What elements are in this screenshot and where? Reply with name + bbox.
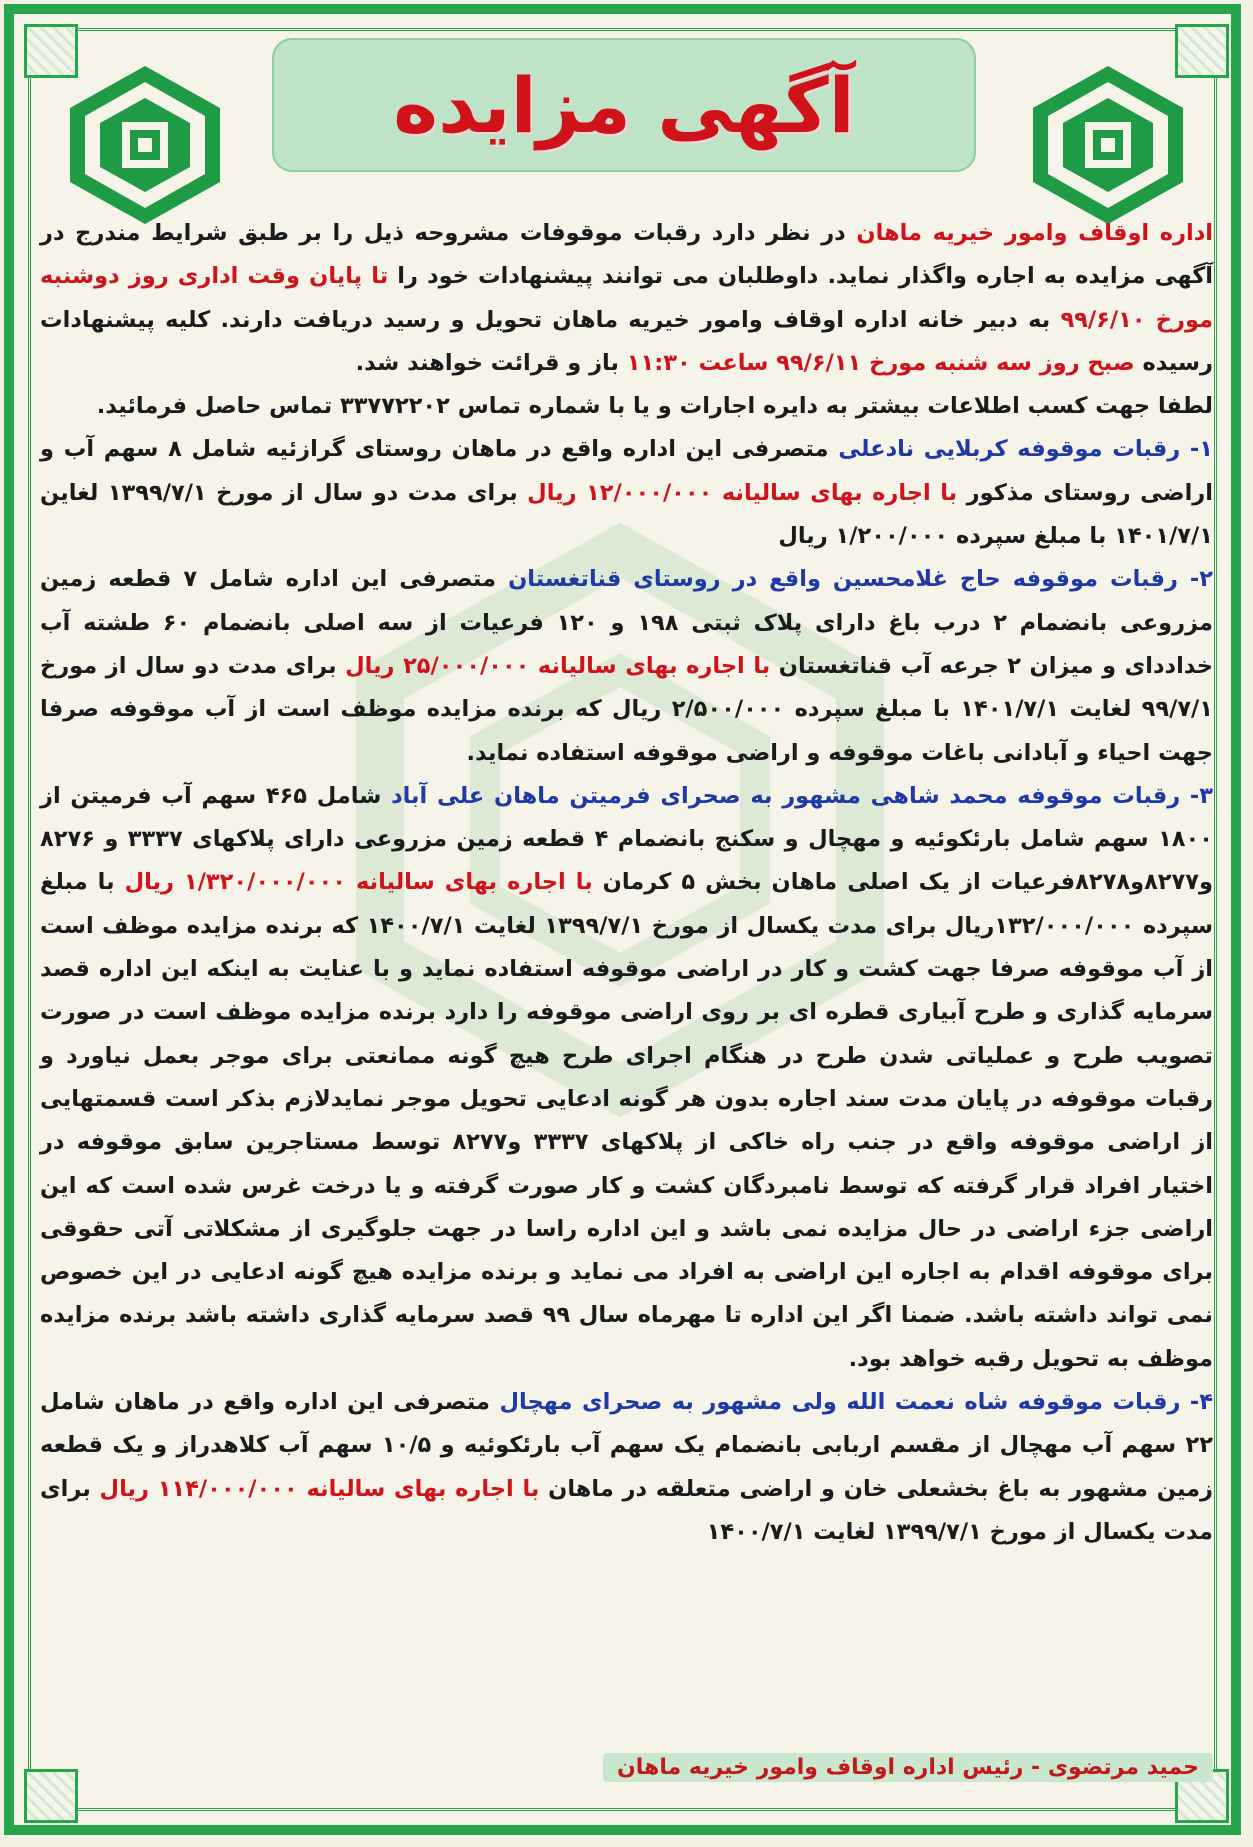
- item-rent: با اجاره بهای سالیانه ۱۱۴/۰۰۰/۰۰۰ ریال: [99, 1475, 540, 1502]
- deadline-text: تا پایان وقت اداری روز دوشنبه مورخ ۹۹/۶/۱۰: [40, 263, 1213, 333]
- item-text: برای مدت دو سال از مورخ ۹۹/۷/۱ لغایت ۱۴۰۱/۷/۱ با مبلغ سپرده ۲/۵۰۰/۰۰۰ ریال که برنده مزایده موظف است از آب موقوفه صرفا جهت احیاء و آبادانی باغات موقوفه و اراضی موقوفه استفاده نماید.: [40, 652, 1214, 766]
- item-text: برای مدت دو سال از مورخ ۱۳۹۹/۷/۱ لغاین ۱۴۰۱/۷/۱ با مبلغ سپرده ۱/۲۰۰/۰۰۰ ریال: [40, 479, 1213, 550]
- item-text: با مبلغ سپرده ۱۳۲/۰۰۰/۰۰۰ریال برای مدت یکسال از مورخ ۱۳۹۹/۷/۱ لغایت ۱۴۰۰/۷/۱ که برنده مزایده موظف است از آب موقوفه صرفا جهت کشت و کار در اراضی موقوفه استفاده نماید و با عنایت به اینکه این اداره قصد سرمایه گذاری و طرح آبیاری قطره ای بر روی اراضی موقوفه را دارد برنده مزایده موظف است در صورت تصویب طرح و عملیاتی شدن طرح در هنگام اجرای طرح هیچ گونه ممانعتی برای موجر بعمل نیاورد و رقبات موقوفه در پایان مدت سند اجاره بدون هر گونه ادعایی تحویل موجر نمایدلازم بذکر است قسمتهایی از اراضی موقوفه واقع در جنب راه خاکی از پلاکهای ۳۳۳۷ و۸۲۷۷ توسط مستاجرین سابق موقوفه در اختیار افراد قرار گرفته که توسط نامبردگان کشت و کار صورت گرفته و یا درخت غرس شده است که این اراضی جزء اراضی در حال مزایده نمی باشد و این اداره راسا در جهت جلوگیری از مشکلاتی آتی حقوقی برای موقوفه اقدام به اجاره این اراضی به افراد می نماید و برنده مزایده هیچ گونه ادعایی در این خصوص نمی تواند داشته باشد. ضمنا اگر این اداره تا مهرماه سال ۹۹ قصد سرمایه گذاری داشته باشد برنده مزایده موظف به تحویل رقبه خواهد بود.: [40, 869, 1214, 1372]
- intro-paragraph: [40, 212, 1213, 385]
- item-lead: ۴- رقبات موقوفه شاه نعمت الله ولی مشهور به صحرای مهچال: [499, 1389, 1214, 1416]
- item-text: برای مدت یکسال از مورخ ۱۳۹۹/۷/۱ لغایت ۱۴۰۰/۷/۱: [40, 1475, 1213, 1545]
- opening-text: صبح روز سه شنبه مورخ ۹۹/۶/۱۱ ساعت ۱۱:۳۰: [626, 349, 1135, 376]
- announcement-body: [40, 212, 1213, 1554]
- item-lead: ۲- رقبات موقوفه حاج غلامحسین واقع در روستای قناتغستان: [508, 566, 1213, 593]
- item-text: شامل ۴۶۵ سهم آب فرمیتن از ۱۸۰۰ سهم شامل بارئکوئیه و مهچال و سکنج بانضمام ۴ قطعه زمین مزروعی دارای پلاکهای ۳۳۳۷ و ۸۲۷۶ و۸۲۷۷و۸۲۷۸فرعیات از یک اصلی ماهان بخش ۵ کرمان: [40, 782, 1214, 896]
- item-rent: با اجاره بهای سالیانه ۱۲/۰۰۰/۰۰۰ ریال: [527, 479, 958, 506]
- item-lead: ۳- رقبات موقوفه محمد شاهی مشهور به صحرای فرمیتن ماهان علی آباد: [391, 782, 1213, 809]
- emblem-logo-icon: [1023, 60, 1193, 230]
- intro-text: باز و قرائت خواهند شد.: [355, 349, 627, 376]
- title-banner: [272, 38, 976, 172]
- item-rent: با اجاره بهای سالیانه ۲۵/۰۰۰/۰۰۰ ریال: [345, 652, 771, 679]
- list-item: [40, 428, 1213, 558]
- list-item: [40, 1381, 1213, 1554]
- list-item: [40, 558, 1213, 774]
- signature: حمید مرتضوی - رئیس اداره اوقاف وامور خیریه ماهان: [603, 1753, 1213, 1782]
- org-name: اداره اوقاف وامور خیریه ماهان: [856, 220, 1213, 246]
- page-title: آگهی مزایده: [393, 60, 855, 150]
- item-lead: ۱- رقبات موقوفه کربلایی نادعلی: [838, 436, 1213, 463]
- item-text: متصرفی این اداره شامل ۷ قطعه زمین مزروعی بانضمام ۲ درب باغ دارای پلاک ثبتی ۱۹۸ و ۱۲۰ فرعیات از سه اصلی بانضمام ۶۰ طشته آب خداددای و میزان ۲ جرعه آب قناتغستان: [40, 566, 1213, 679]
- intro-text: به دبیر خانه اداره اوقاف وامور خیریه ماهان تحویل و رسید دریافت دارند. کلیه پیشنهادات رسیده: [40, 306, 1213, 376]
- item-text: متصرفی این اداره واقع در ماهان روستای گرازئیه شامل ۸ سهم آب و اراضی روستای مذکور: [40, 436, 1213, 506]
- item-text: متصرفی این اداره واقع در ماهان شامل ۲۲ سهم آب مهچال از مقسم اربابی بانضمام یک سهم آب بارئکوئیه و ۱۰/۵ سهم آب کلاهدراز و یک قطعه زمین مشهور به باغ بخشعلی خان و اراضی متعلقه در ماهان: [40, 1389, 1214, 1502]
- contact-paragraph: لطفا جهت کسب اطلاعات بیشتر به دایره اجارات و یا با شماره تماس ۳۳۷۷۲۲۰۲ تماس حاصل فرمائید.: [96, 393, 1213, 420]
- list-item: [40, 775, 1213, 1381]
- emblem-logo-icon: [60, 60, 230, 230]
- intro-text: در نظر دارد رقبات موقوفات مشروحه ذیل را بر طبق شرایط مندرج در آگهی مزایده به اجاره واگذار نماید. داوطلبان می توانند پیشنهادات خود را: [40, 220, 1213, 290]
- item-rent: با اجاره بهای سالیانه ۱/۳۲۰/۰۰۰/۰۰۰ ریال: [124, 869, 593, 896]
- signature-footer: [40, 1748, 1213, 1786]
